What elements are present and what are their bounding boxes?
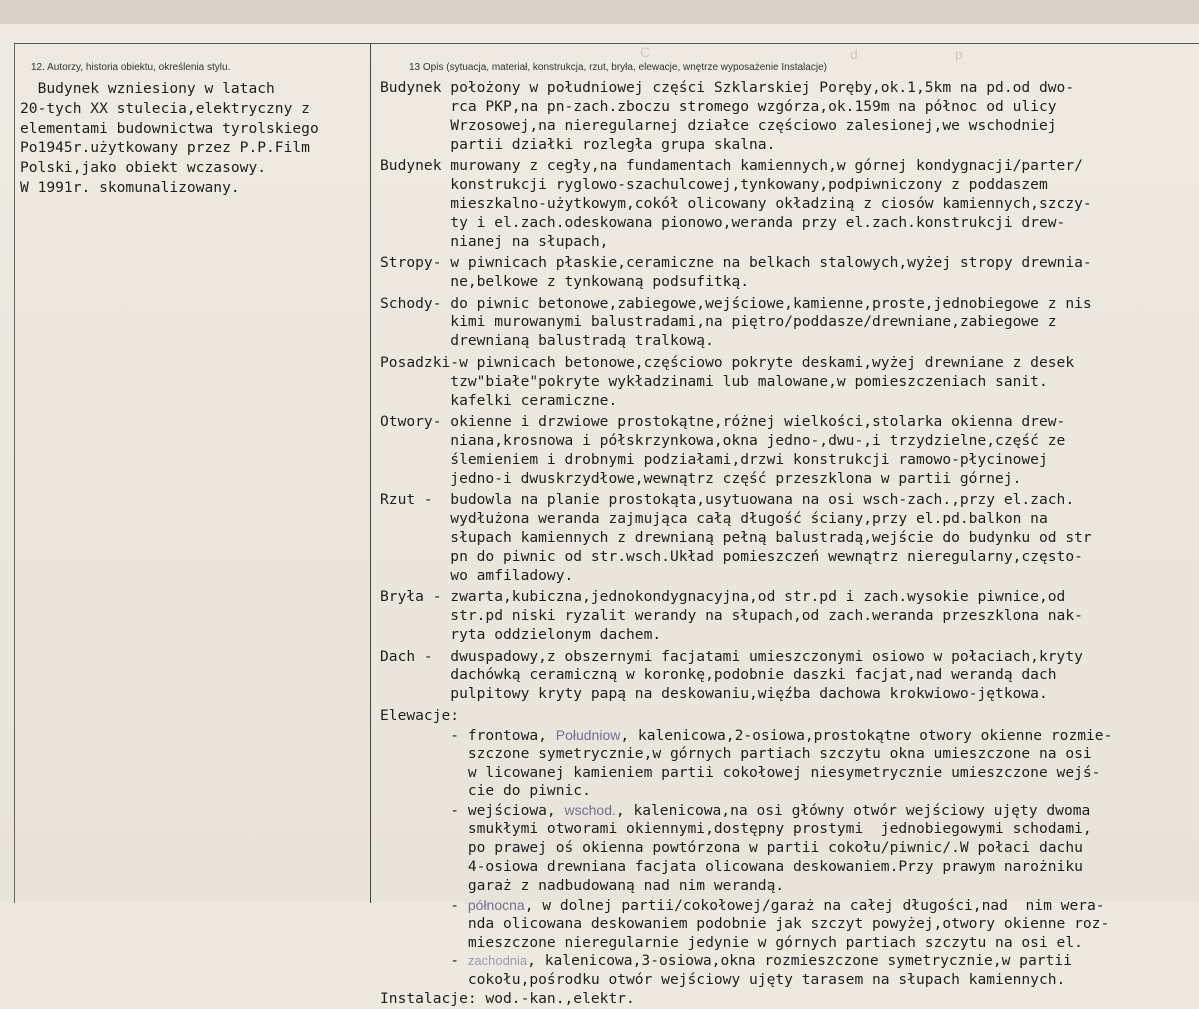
description-text-line: nda olicowana deskowaniem podobnie jak szczyt powyżej,otwory okienne roz- xyxy=(380,914,1110,932)
description-text-line: kimi murowanymi balustradami,na piętro/poddasze/drewniane,zabiegowe z xyxy=(380,313,1057,331)
description-text-line: Bryła - zwarta,kubiczna,jednokondygnacyjna,od str.pd i zach.wysokie piwnice,od xyxy=(380,588,1066,606)
elevation-direction-stamp: Południow xyxy=(555,726,621,743)
description-text-line: wydłużona weranda zajmująca całą długość ściany,przy el.pd.balkon na xyxy=(380,510,1048,528)
elevation-direction-stamp: wschod. xyxy=(564,802,616,819)
description-text-line: Wrzosowej,na nieregularnej działce częściowo zalesionej,we wschodniej xyxy=(380,116,1057,134)
section-13-header: 13 Opis (sytuacja, materiał, konstrukcja, rzut, bryła, elewacje, wnętrze wyposażenie Instalacje) xyxy=(409,62,827,73)
description-text-line: ślemieniem i drobnymi podziałami,drzwi konstrukcji ramowo-płycinowej xyxy=(380,450,1048,468)
history-text-line: W 1991r. skomunalizowany. xyxy=(20,178,240,196)
description-text-line: szczone symetrycznie,w górnych partiach szczytu okna umieszczone na osi xyxy=(380,744,1092,762)
elevation-direction-stamp: zachodnia xyxy=(467,953,528,969)
elevation-direction-stamp: północna xyxy=(467,896,525,913)
history-text-line: Po1945r.użytkowany przez P.P.Film xyxy=(20,139,310,157)
history-text-line: Polski,jako obiekt wczasowy. xyxy=(20,159,267,177)
description-text-line: partii działki rozległa grupa skalna. xyxy=(380,135,776,153)
history-text-line: elementami budownictwa tyrolskiego xyxy=(20,119,319,137)
scan-top-band xyxy=(0,0,1199,24)
description-text-line: cokołu,pośrodku otwór wejściowy ujęty tarasem na słupach kamiennych. xyxy=(380,971,1066,989)
description-text-line: wo amfiladowy. xyxy=(380,566,574,584)
description-text-line: ne,belkowe z tynkowaną podsufitką. xyxy=(380,273,750,291)
description-text-line: ty i el.zach.odeskowana pionowo,weranda przy el.zach.konstrukcji drew- xyxy=(380,213,1066,231)
column-divider xyxy=(370,44,371,903)
description-text-line: cie do piwnic. xyxy=(380,782,591,800)
description-text-line: Instalacje: wod.-kan.,elektr. xyxy=(380,990,635,1008)
history-text-line: Budynek wzniesiony w latach xyxy=(20,80,275,97)
description-text-line: mieszkalno-użytkowym,cokół olicowany okładziną z ciosów kamiennych,szczy- xyxy=(380,194,1092,212)
description-text-line: kafelki ceramiczne. xyxy=(380,391,618,409)
description-text-line: drewnianą balustradą tralkową. xyxy=(380,332,714,350)
bleed-through-mark: p xyxy=(955,46,963,62)
description-text-line: - zachodnia, kalenicowa,3-osiowa,okna rozmieszczone symetrycznie,w partii xyxy=(380,952,1072,970)
description-text-line: jedno-i dwuskrzydłowe,wewnątrz część przeszklona w partii górnej. xyxy=(380,469,1022,487)
description-text-line: Stropy- w piwnicach płaskie,ceramiczne na belkach stalowych,wyżej stropy drewnia- xyxy=(380,254,1092,272)
description-text-line: str.pd niski ryzalit werandy na słupach,od zach.weranda przeszklona nak- xyxy=(380,607,1083,625)
description-text-block xyxy=(380,79,1197,1009)
description-text-line: Dach - dwuspadowy,z obszernymi facjatami umieszczonymi osiowo w połaciach,kryty xyxy=(380,647,1083,665)
history-text-line: 20-tych XX stulecia,elektryczny z xyxy=(20,99,310,117)
description-text-line: niana,krosnowa i półskrzynkowa,okna jedno-,dwu-,i trzydzielne,część ze xyxy=(380,432,1066,449)
description-text-line: - wejściowa, wschod., kalenicowa,na osi główny otwór wejściowy ujęty dwoma xyxy=(380,802,1091,820)
description-text-line: mieszczone nieregularnie jedynie w górnych partiach szczytu na osi el. xyxy=(380,933,1083,951)
description-text-line: Elewacje: xyxy=(380,706,460,724)
description-text-line: ryta oddzielonym dachem. xyxy=(380,626,662,644)
description-text-line: Budynek położony w południowej części Szklarskiej Poręby,ok.1,5km na pd.od dwo- xyxy=(380,79,1075,96)
description-text-line: pn do piwnic od str.wsch.Układ pomieszczeń wewnątrz nieregularny,często- xyxy=(380,547,1083,565)
description-text-line: pulpitowy kryty papą na deskowaniu,więźba dachowa krokwiowo-jętkowa. xyxy=(380,685,1048,703)
history-text-block xyxy=(20,79,365,198)
description-text-line: Otwory- okienne i drzwiowe prostokątne,różnej wielkości,stolarka okienna drew- xyxy=(380,413,1066,431)
description-text-line: - północna, w dolnej partii/cokołowej/garaż na całej długości,nad nim wera- xyxy=(380,896,1105,914)
description-text-line: smukłymi otworami okiennymi,dostępny prostymi jednobiegowymi schodami, xyxy=(380,820,1092,838)
description-text-line: tzw"białe"pokryte wykładzinami lub malowane,w pomieszczeniach sanit. xyxy=(380,372,1048,390)
description-text-line: rca PKP,na pn-zach.zboczu stromego wzgórza,ok.159m na północ od ulicy xyxy=(380,97,1057,115)
bleed-through-mark: d xyxy=(850,46,858,62)
bleed-through-mark: C xyxy=(640,44,651,60)
description-text-line: dachówką ceramiczną w koronkę,podobnie daszki facjat,nad werandą dach xyxy=(380,666,1057,684)
description-text-line: Posadzki-w piwnicach betonowe,częściowo pokryte deskami,wyżej drewniane z desek xyxy=(380,353,1075,371)
section-12-header: 12. Autorzy, historia obiektu, określenia stylu. xyxy=(31,62,231,73)
description-text-line: Budynek murowany z cegły,na fundamentach kamiennych,w górnej kondygnacji/parter/ xyxy=(380,157,1083,175)
description-text-line: nianej na słupach, xyxy=(380,232,609,250)
description-text-line: 4-osiowa drewniana facjata olicowana deskowaniem.Przy prawym narożniku xyxy=(380,857,1083,875)
description-text-line: Rzut - budowla na planie prostokąta,usytuowana na osi wsch-zach.,przy el.zach. xyxy=(380,491,1075,509)
form-left-rule xyxy=(14,43,15,903)
description-text-line: garaż z nadbudowaną nad nim werandą. xyxy=(380,876,785,894)
description-text-line: - frontowa, Południow, kalenicowa,2-osiowa,prostokątne otwory okienne rozmie- xyxy=(380,726,1113,744)
description-text-line: Schody- do piwnic betonowe,zabiegowe,wejściowe,kamienne,proste,jednobiegowe z nis xyxy=(380,294,1092,312)
description-text-line: w licowanej kamieniem partii cokołowej niesymetrycznie umieszczone wejś- xyxy=(380,763,1101,781)
description-text-line: słupach kamiennych z drewnianą pełną balustradą,wejście do budynku od str xyxy=(380,529,1092,547)
description-text-line: po prawej oś okienna powtórzona w partii cokołu/piwnic/.W połaci dachu xyxy=(380,839,1083,857)
description-text-line: konstrukcji ryglowo-szachulcowej,tynkowany,podpiwniczony z poddaszem xyxy=(380,176,1048,194)
form-top-rule xyxy=(14,43,1199,44)
